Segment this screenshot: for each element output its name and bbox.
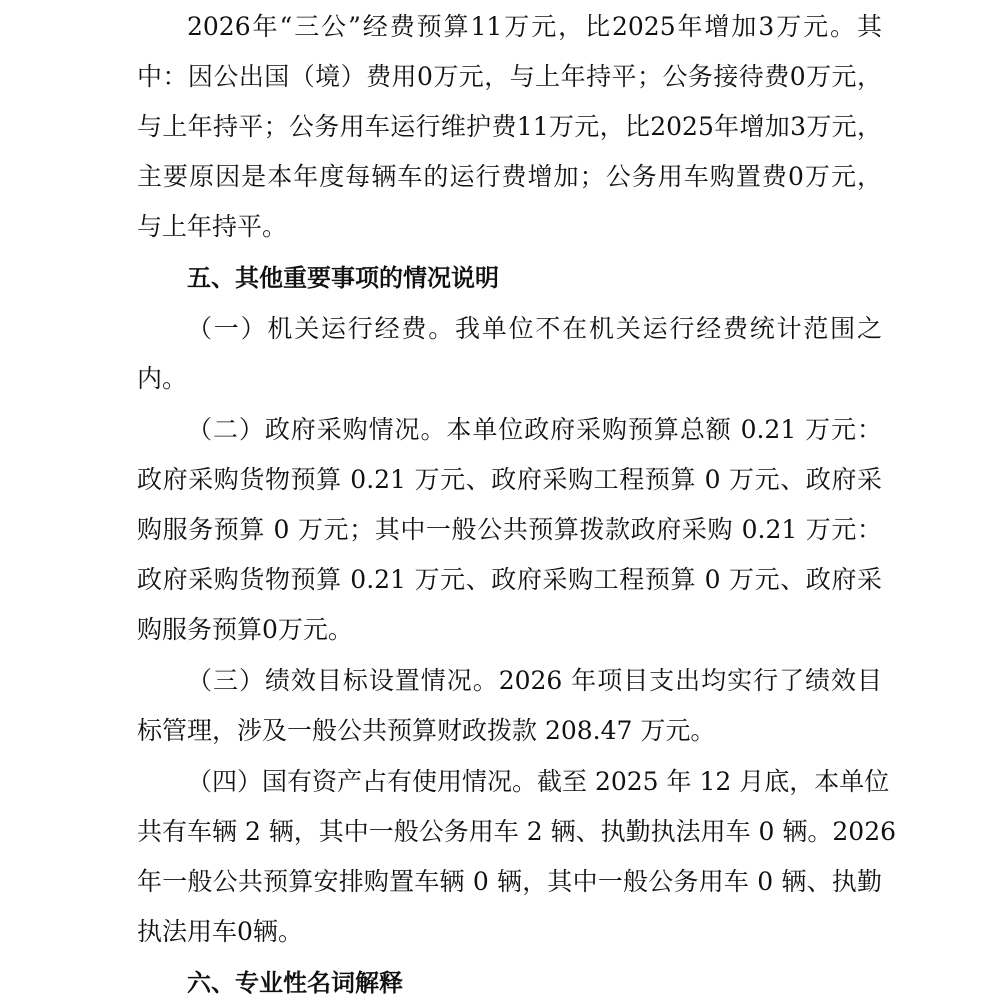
paragraph-line: 共有车辆 2 辆，其中一般公务用车 2 辆、执勤执法用车 0 辆。2026 — [137, 817, 897, 846]
paragraph-line: （三）绩效目标设置情况。2026 年项目支出均实行了绩效目 — [187, 666, 882, 695]
paragraph-line: 购服务预算0万元。 — [137, 615, 353, 644]
paragraph-line: 2026年“三公”经费预算11万元，比2025年增加3万元。其 — [187, 12, 882, 41]
paragraph-line: 政府采购货物预算 0.21 万元、政府采购工程预算 0 万元、政府采 — [137, 565, 882, 594]
paragraph-line: 购服务预算 0 万元；其中一般公共预算拨款政府采购 0.21 万元： — [137, 515, 882, 544]
paragraph-line: 年一般公共预算安排购置车辆 0 辆，其中一般公务用车 0 辆、执勤 — [137, 867, 882, 896]
paragraph-line: 主要原因是本年度每辆车的运行费增加；公务用车购置费0万元， — [137, 162, 882, 191]
paragraph-line: 政府采购货物预算 0.21 万元、政府采购工程预算 0 万元、政府采 — [137, 465, 882, 494]
paragraph-line: 中：因公出国（境）费用0万元，与上年持平；公务接待费0万元， — [137, 62, 882, 91]
paragraph-line: （一）机关运行经费。我单位不在机关运行经费统计范围之 — [187, 314, 882, 343]
paragraph-line: （二）政府采购情况。本单位政府采购预算总额 0.21 万元： — [187, 415, 882, 444]
paragraph-line: 执法用车0辆。 — [137, 917, 303, 946]
paragraph-line: 内。 — [137, 364, 188, 393]
paragraph-line: 与上年持平。 — [137, 212, 288, 241]
paragraph-line: 与上年持平；公务用车运行维护费11万元，比2025年增加3万元， — [137, 112, 882, 141]
section-heading-5: 五、其他重要事项的情况说明 — [187, 264, 499, 292]
section-heading-6: 六、专业性名词解释 — [187, 969, 403, 997]
paragraph-line: 标管理，涉及一般公共预算财政拨款 208.47 万元。 — [137, 716, 716, 745]
paragraph-line: （四）国有资产占有使用情况。截至 2025 年 12 月底，本单位 — [187, 767, 890, 796]
